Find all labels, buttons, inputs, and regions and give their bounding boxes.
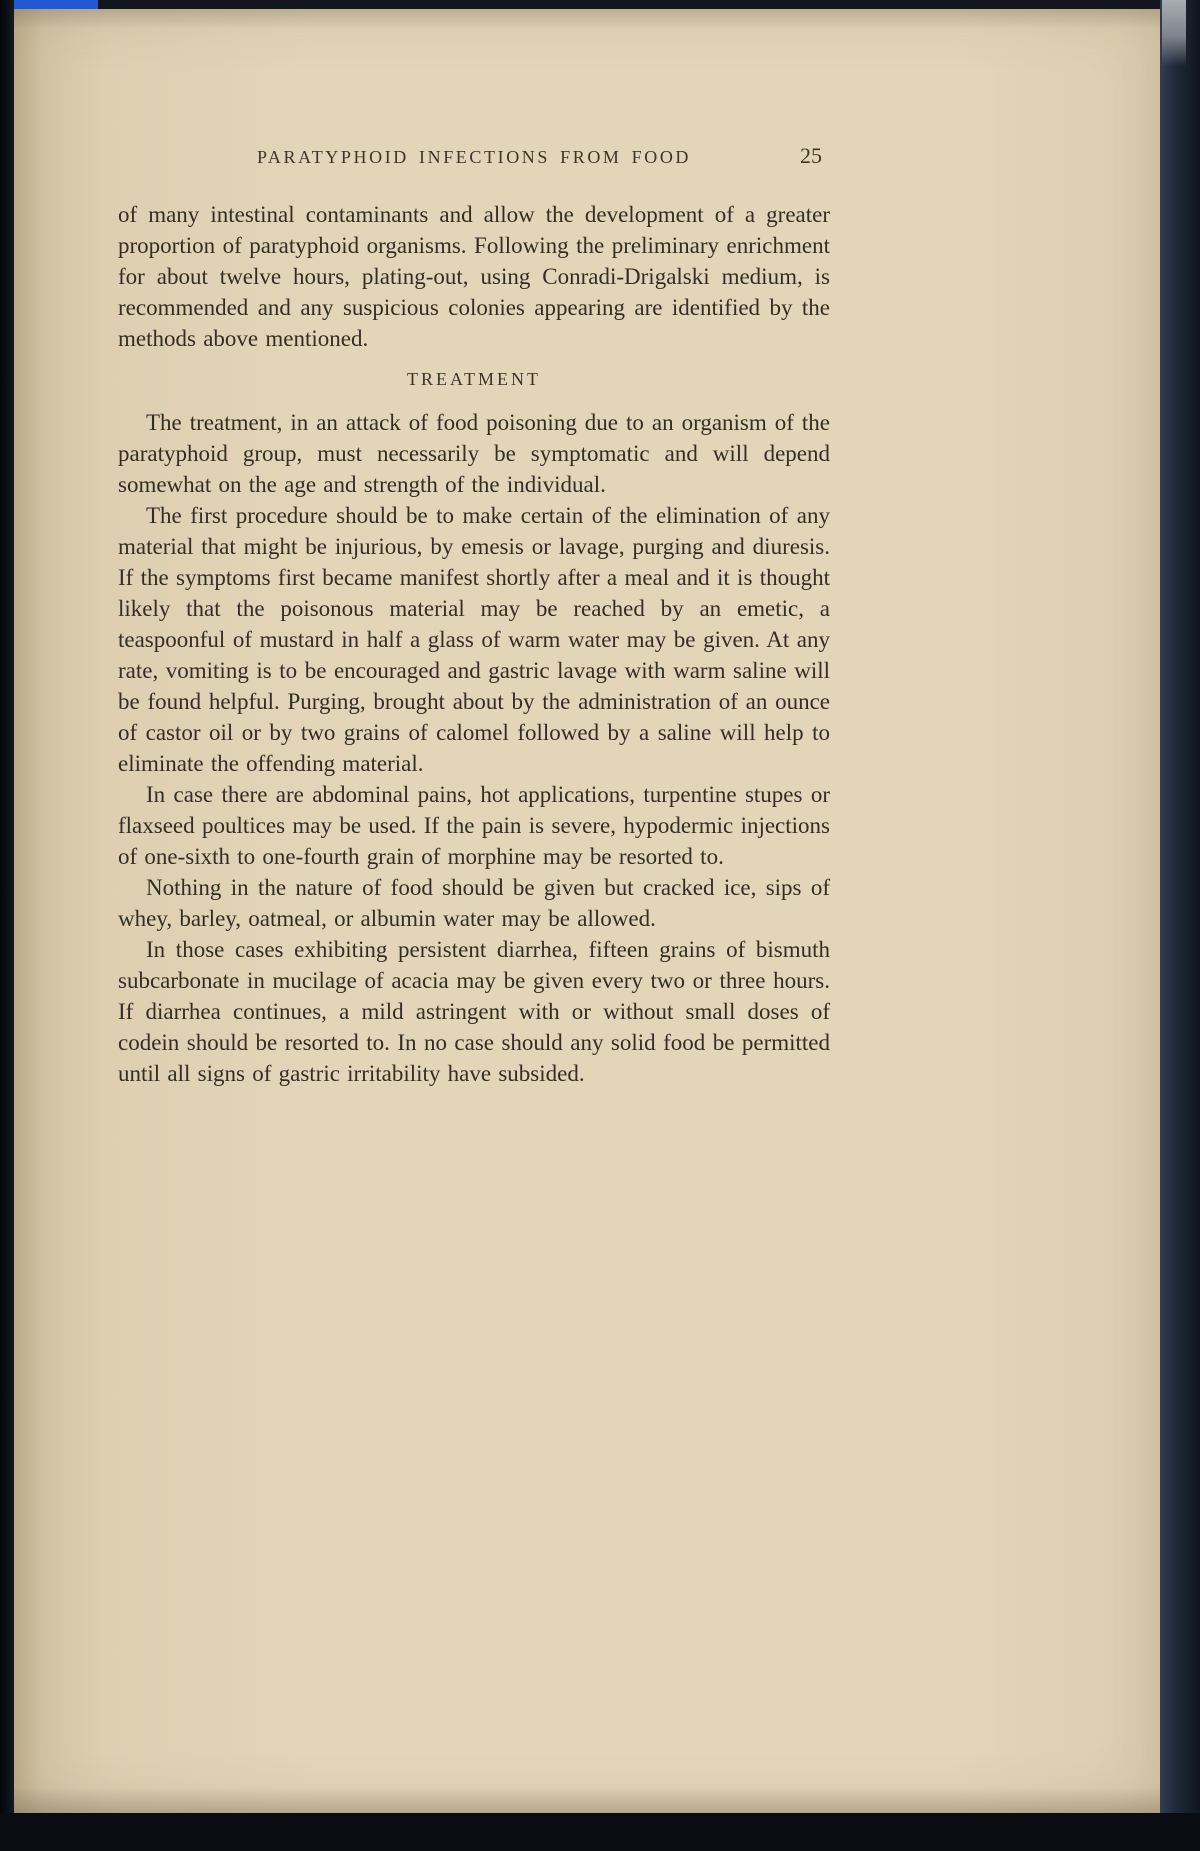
book-cover-blue-accent [0, 0, 98, 9]
page-stack-edge [1162, 0, 1186, 66]
running-header [118, 143, 830, 168]
running-header-title: PARATYPHOID INFECTIONS FROM FOOD [256, 147, 692, 167]
book-cover-bottom-edge [0, 1813, 1200, 1851]
book-cover-right-edge [1160, 0, 1200, 1851]
paragraph-continuation: of many intestinal contaminants and allow the development of a greater proportion of paratyphoid organisms. Following the preliminary enrichment for about twelve hours, plating-out, using Conradi-Drigalski medium, is recommended and any suspicious colonies appearing are identified by the methods above mentioned. [118, 202, 830, 351]
paragraph: Nothing in the nature of food should be given but cracked ice, sips of whey, barley, oatmeal, or albumin water may be allowed. [118, 875, 830, 931]
paragraph: In those cases exhibiting persistent diarrhea, fifteen grains of bismuth subcarbonate in mucilage of acacia may be given every two or three hours. If diarrhea continues, a mild astringent with or without small doses of codein should be resorted to. In no case should any solid food be permitted until all signs of gastric irritability have subsided. [118, 937, 830, 1086]
paragraph: In case there are abdominal pains, hot applications, turpentine stupes or flaxseed poultices may be used. If the pain is severe, hypodermic injections of one-sixth to one-fourth grain of morphine may be resorted to. [118, 782, 830, 869]
section-heading-treatment: TREATMENT [407, 369, 541, 389]
paragraph: The first procedure should be to make certain of the elimination of any material that might be injurious, by emesis or lavage, purging and diuresis. If the symptoms first became manifest shortly after a meal and it is thought likely that the poisonous material may be reached by an emetic, a teaspoonful of mustard in half a glass of warm water may be given. At any rate, vomiting is to be encouraged and gastric lavage with warm saline will be found helpful. Purging, brought about by the administration of an ounce of castor oil or by two grains of calomel followed by a saline will help to eliminate the offending material. [118, 503, 830, 776]
page-number: 25 [800, 143, 822, 168]
book-page [14, 9, 1160, 1813]
page-content [118, 143, 830, 1089]
book-binding-left-edge [0, 0, 14, 1851]
paragraph: The treatment, in an attack of food poisoning due to an organism of the paratyphoid group, must necessarily be symptomatic and will depend somewhat on the age and strength of the individual. [118, 410, 830, 497]
